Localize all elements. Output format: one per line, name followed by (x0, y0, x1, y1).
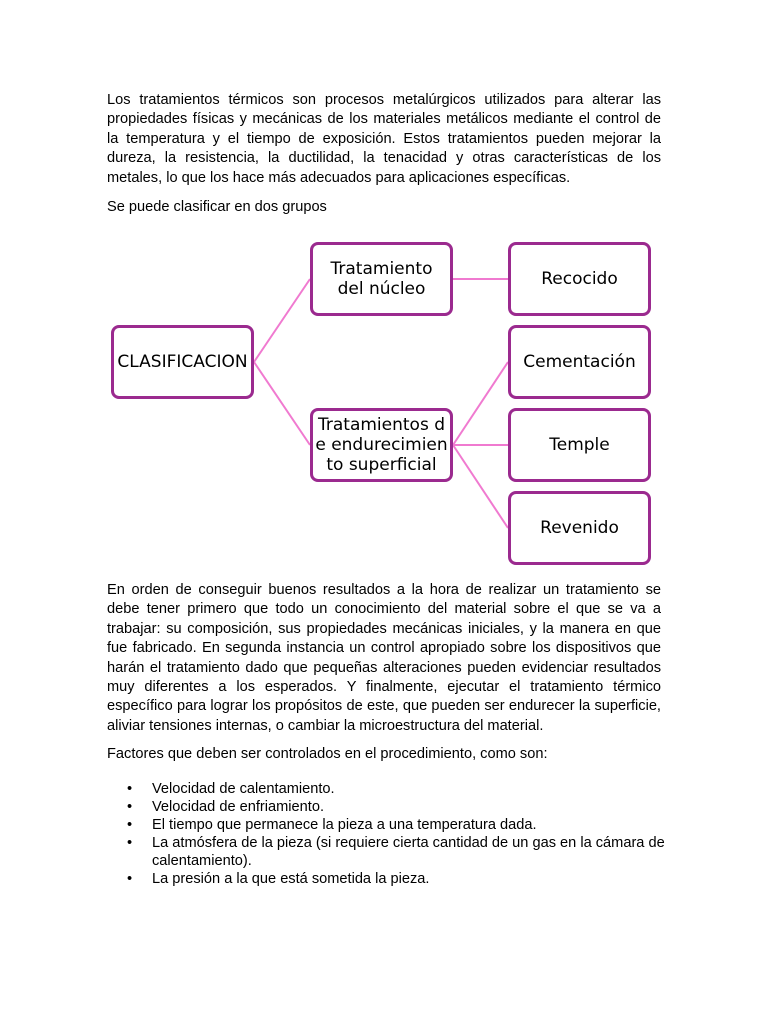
list-item (107, 798, 667, 816)
node-endurecimiento-superficial-label: Tratamientos de endurecimiento superficial (315, 415, 448, 475)
factors-paragraph: Factores que deben ser controlados en el procedimiento, como son: (107, 746, 548, 762)
node-temple-label: Temple (549, 435, 610, 455)
intro-paragraph: Los tratamientos térmicos son procesos metalúrgicos utilizados para alterar las propiedades físicas y mecánicas de los materiales metálicos mediante el control de la temperatura y el tiempo de exposición. Estos tratamientos pueden mejorar la dureza, la resistencia, la ductilidad, la tenacidad y otras características de los metales, lo que los hace más adecuados para aplicaciones específicas. (107, 92, 661, 186)
node-cementacion (508, 325, 651, 399)
node-recocido (508, 242, 651, 316)
list-item-text: El tiempo que permanece la pieza a una temperatura dada. (152, 817, 537, 833)
connector-surface-revenido (453, 445, 508, 528)
bullet-icon: • (127, 817, 133, 833)
node-tratamiento-nucleo (310, 242, 453, 316)
node-revenido-label: Revenido (540, 518, 619, 538)
bullet-icon: • (127, 835, 133, 851)
node-cementacion-label: Cementación (523, 352, 636, 372)
list-item-text: La atmósfera de la pieza (si requiere cierta cantidad de un gas en la cámara de calentamiento). (152, 835, 665, 869)
groups-paragraph: Se puede clasificar en dos grupos (107, 199, 327, 215)
node-temple (508, 408, 651, 482)
factors-list (107, 780, 667, 888)
list-item (107, 816, 667, 834)
list-item-text: Velocidad de calentamiento. (152, 781, 335, 797)
node-revenido (508, 491, 651, 565)
order-paragraph: En orden de conseguir buenos resultados a la hora de realizar un tratamiento se debe tener primero que todo un conocimiento del material sobre el que se va a trabajar: su composición, sus propiedades mecánicas iniciales, y la manera en que fue fabricado. En segunda instancia un control apropiado sobre los dispositivos que harán el tratamiento dado que pequeñas alteraciones pueden evidenciar resultados muy diferentes a los esperados. Y finalmente, ejecutar el tratamiento térmico específico para lograr los propósitos de este, que pueden ser endurecer la superficie, aliviar tensiones internas, o cambiar la microestructura del material. (107, 582, 661, 734)
connector-root-surface (254, 362, 310, 445)
list-item (107, 834, 667, 870)
connector-surface-cementacion (453, 362, 508, 445)
node-endurecimiento-superficial (310, 408, 453, 482)
node-clasificacion (111, 325, 254, 399)
list-item-text: Velocidad de enfriamiento. (152, 799, 324, 815)
node-recocido-label: Recocido (541, 269, 618, 289)
list-item (107, 780, 667, 798)
connector-root-core (254, 279, 310, 362)
list-item (107, 870, 667, 888)
node-tratamiento-nucleo-label: Tratamiento del núcleo (330, 259, 433, 299)
bullet-icon: • (127, 799, 133, 815)
classification-diagram (0, 230, 768, 570)
bullet-icon: • (127, 871, 133, 887)
node-clasificacion-label: CLASIFICACION (117, 352, 248, 372)
bullet-icon: • (127, 781, 133, 797)
list-item-text: La presión a la que está sometida la pieza. (152, 871, 430, 887)
